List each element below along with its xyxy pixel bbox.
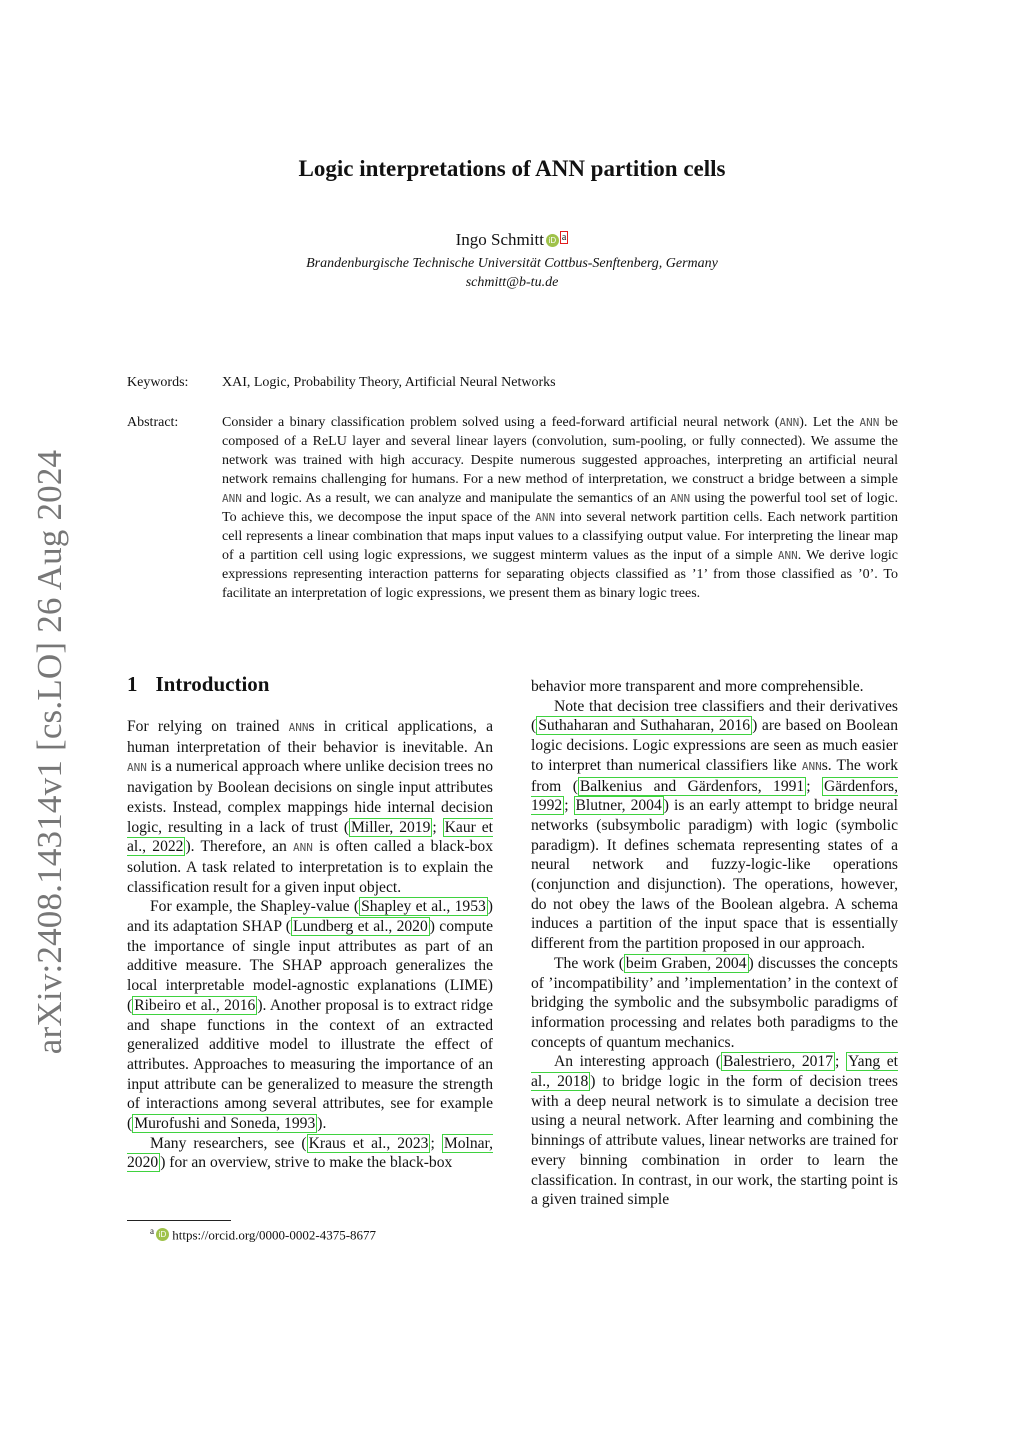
author-line bbox=[0, 230, 1024, 250]
citation-link[interactable]: Balkenius and Gärdenfors, 1991 bbox=[579, 777, 805, 795]
orcid-icon[interactable]: iD bbox=[546, 234, 559, 247]
intro-paragraph-2: For example, the Shapley-value ( Shapley et al., 1953 ) and its adaptation SHAP ( Lundberg et al., 2020 ) compute the importance of single input attributes as part of an additive measure. The SHAP approach generalizes the local interpretable model-agnostic explanations (LIME) ( Ribeiro et al., 2016 ). Another proposal is to extract ridge and shape functions in the context of an extracted generalized additive model to illustrate the effect of attributes. Approaches to measuring the importance of an input attribute can be generalized to measure the strength of interactions among several attributes, see for example ( Murofushi and Soneda, 1993 ). bbox=[127, 898, 493, 1133]
intro-paragraph-3-cont: behavior more transparent and more comprehensible. bbox=[531, 678, 864, 695]
section-number: 1 bbox=[127, 672, 138, 696]
author-email: schmitt@b-tu.de bbox=[465, 275, 559, 290]
intro-paragraph-4: Note that decision tree classifiers and their derivatives ( Suthaharan and Suthaharan, 2016 ) are based on Boolean logic decisions. Logic expressions are seen as much easier to interpret than numerical classifiers like ANNs. The work from ( Balkenius and Gärdenfors, 1991 ; Gärdenfors, 1992 ; Blutner, 2004 ) is an early attempt to bridge neural networks (subsymbolic paradigm) with logic (symbolic paradigm). It defines schemata representing states of a neural network and fuzzy-logic-like operations (conjunction and disjunction). The operations, however, do not obey the laws of the Boolean algebra. A schema induces a partition of the input space that is essentially different from the partition proposed in our approach. bbox=[531, 697, 898, 953]
keywords-text: XAI, Logic, Probability Theory, Artificial Neural Networks bbox=[222, 375, 556, 390]
right-column bbox=[531, 677, 898, 1210]
orcid-icon: iD bbox=[156, 1228, 169, 1241]
keywords-label: Keywords: bbox=[127, 375, 189, 390]
citation-link[interactable]: Balestriero, 2017 bbox=[722, 1053, 834, 1071]
orcid-url-link[interactable]: https://orcid.org/0000-0002-4375-8677 bbox=[172, 1227, 377, 1243]
citation-link[interactable]: Shapley et al., 1953 bbox=[361, 898, 486, 916]
citation-link[interactable]: Suthaharan and Suthaharan, 2016 bbox=[538, 717, 751, 735]
citation-link[interactable]: Gärdenfors, 1992 bbox=[531, 777, 898, 815]
author-name: Ingo Schmitt bbox=[455, 230, 544, 249]
paper-title: Logic interpretations of ANN partition cells bbox=[298, 156, 726, 181]
arxiv-identifier: arXiv:2408.14314v1 [cs.LO] 26 Aug 2024 bbox=[30, 449, 70, 1055]
intro-paragraph-1: For relying on trained ANNs in critical applications, a human interpretation of their behavior is inevitable. An ANN is a numerical approach where unlike decision trees no navigation by Boolean decisions on single input attributes exists. Instead, complex mappings hide internal decision logic, resulting in a lack of trust ( Miller, 2019 ; Kaur et al., 2022 ). Therefore, an ANN is often called a black-box solution. A task related to interpretation is to explain the classification result for a given input object. bbox=[127, 718, 494, 896]
citation-link[interactable]: Molnar, 2020 bbox=[127, 1134, 494, 1172]
footnote-divider bbox=[127, 1220, 231, 1221]
citation-link[interactable]: Blutner, 2004 bbox=[575, 797, 662, 815]
abstract-label: Abstract: bbox=[127, 415, 179, 430]
author-affiliation: Brandenburgische Technische Universität Cottbus-Senftenberg, Germany bbox=[306, 256, 718, 271]
intro-paragraph-3: Many researchers, see ( Kraus et al., 2023 ; Molnar, 2020 ) for an overview, strive to make the black-box bbox=[127, 1134, 494, 1172]
intro-paragraph-6: An interesting approach ( Balestriero, 2017 ; Yang et al., 2018 ) to bridge logic in the form of decision trees with a deep neural network is to simulate a decision tree using a neural network. After learning and combining the binnings of attribute values, linear networks are trained for every binning combination in order to learn the classification. In contrast, in our work, the starting point is a given trained simple bbox=[531, 1053, 898, 1209]
citation-link[interactable]: Yang et al., 2018 bbox=[531, 1053, 898, 1091]
footnote-mark: a bbox=[150, 1226, 154, 1236]
section-title: Introduction bbox=[155, 672, 270, 696]
citation-link[interactable]: Kraus et al., 2023 bbox=[308, 1134, 429, 1152]
arxiv-sidebar bbox=[28, 447, 72, 1057]
section-heading bbox=[127, 672, 269, 697]
citation-link[interactable]: Lundberg et al., 2020 bbox=[292, 918, 428, 936]
left-column bbox=[127, 717, 493, 1173]
abstract-text: Consider a binary classification problem solved using a feed-forward artificial neural network (ANN). Let the ANN be composed of a ReLU layer and several linear layers (convolution, sum-pooling, or fully connected). We assume the network was trained with high accuracy. Despite numerous suggested approaches, interpreting an artificial neural network remains challenging for humans. For a new method of interpretation, we construct a bridge between a simple ANN and logic. As a result, we can analyze and manipulate the semantics of an ANN using the powerful tool set of logic. To achieve this, we decompose the input space of the ANN into several network partition cells. Each network partition cell represents a linear combination that maps input values to a classifying output value. For interpreting the linear map of a partition cell using logic expressions, we suggest minterm values as the input of a simple ANN. We derive logic expressions representing interaction patterns for separating objects classified as ’1’ from those classified as ’0’. To facilitate an interpretation of logic expressions, we present them as binary logic trees. bbox=[222, 415, 899, 601]
citation-link[interactable]: beim Graben, 2004 bbox=[625, 954, 747, 972]
citation-link[interactable]: Ribeiro et al., 2016 bbox=[134, 996, 256, 1014]
footnote bbox=[150, 1226, 376, 1243]
footnote-marker-link[interactable]: a bbox=[561, 232, 567, 243]
citation-link[interactable]: Miller, 2019 bbox=[351, 818, 431, 836]
citation-link[interactable]: Murofushi and Soneda, 1993 bbox=[134, 1115, 316, 1133]
citation-link[interactable]: Kaur et al., 2022 bbox=[127, 818, 494, 856]
intro-paragraph-5: The work ( beim Graben, 2004 ) discusses the concepts of ’incompatibility’ and ’implementation’ in the context of bridging the symbolic and the subsymbolic paradigms of information processing and relates both paradigms to the concepts of quantum mechanics. bbox=[531, 954, 899, 1051]
